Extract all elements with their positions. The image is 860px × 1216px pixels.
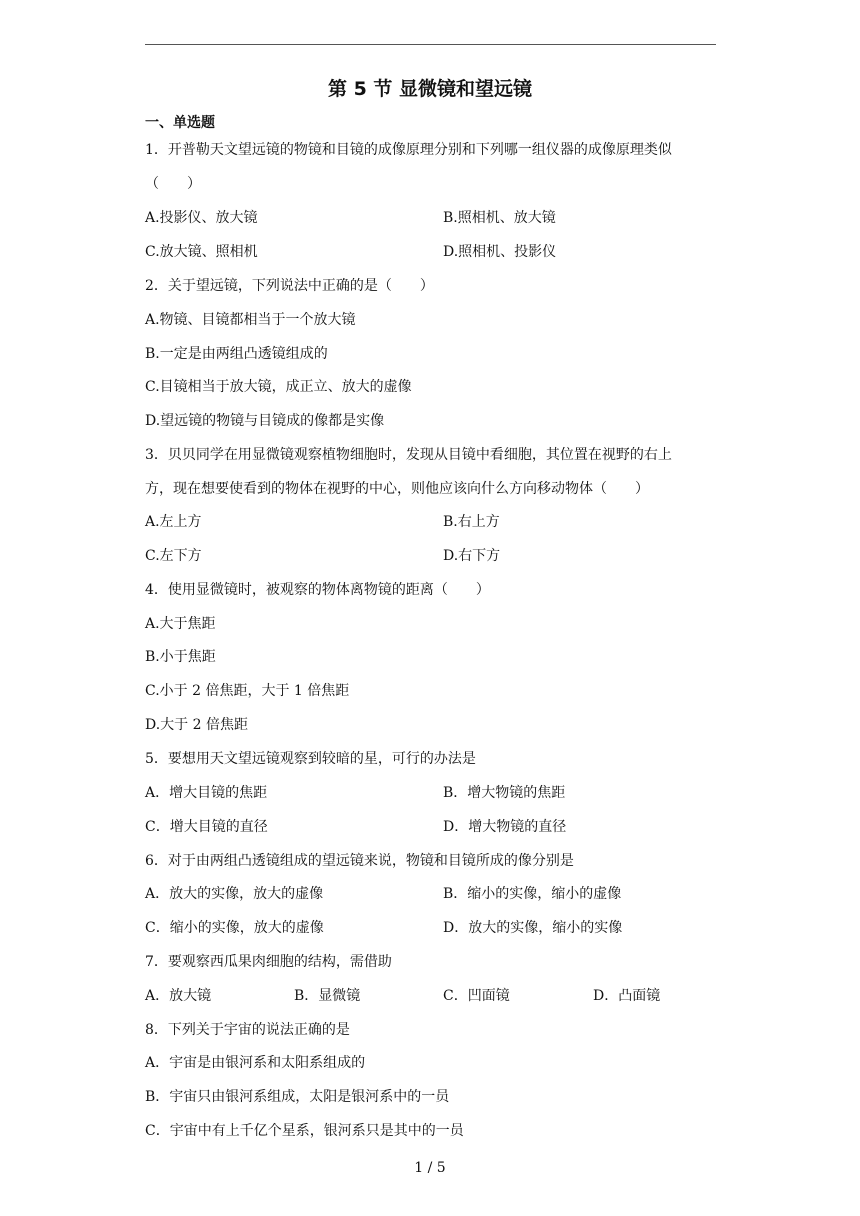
question-6-option-a: A．放大的实像，放大的虚像 — [145, 886, 324, 902]
question-7-stem: 7．要观察西瓜果肉细胞的结构，需借助 — [145, 954, 392, 970]
question-4-option-c: C.小于 2 倍焦距，大于 1 倍焦距 — [145, 683, 350, 699]
question-5-option-d: D．增大物镜的直径 — [443, 819, 567, 835]
question-6-stem: 6．对于由两组凸透镜组成的望远镜来说，物镜和目镜所成的像分别是 — [145, 853, 574, 869]
question-8-option-b: B．宇宙只由银河系组成，太阳是银河系中的一员 — [145, 1089, 450, 1105]
question-6-option-b: B．缩小的实像，缩小的虚像 — [443, 886, 622, 902]
page-number: 1 / 5 — [414, 1160, 446, 1176]
question-7-option-d: D．凸面镜 — [593, 988, 661, 1004]
question-3-option-b: B.右上方 — [443, 514, 500, 530]
question-8-option-a: A．宇宙是由银河系和太阳系组成的 — [145, 1055, 366, 1071]
question-3-stem-cont: 方，现在想要使看到的物体在视野的中心，则他应该向什么方向移动物体（ ） — [145, 481, 649, 497]
question-4-stem: 4．使用显微镜时，被观察的物体离物镜的距离（ ） — [145, 582, 490, 598]
question-5-option-b: B．增大物镜的焦距 — [443, 785, 566, 801]
question-2-option-a: A.物镜、目镜都相当于一个放大镜 — [145, 312, 356, 328]
question-6-option-d: D．放大的实像，缩小的实像 — [443, 920, 623, 936]
question-7-option-b: B．显微镜 — [294, 988, 361, 1004]
question-1-option-a: A.投影仪、放大镜 — [145, 210, 258, 226]
question-8-option-c: C．宇宙中有上千亿个星系，银河系只是其中的一员 — [145, 1123, 464, 1139]
question-1-option-d: D.照相机、投影仪 — [443, 244, 557, 260]
question-2-stem: 2．关于望远镜，下列说法中正确的是（ ） — [145, 278, 434, 294]
page-title: 第 5 节 显微镜和望远镜 — [327, 78, 533, 100]
question-5-option-c: C．增大目镜的直径 — [145, 819, 268, 835]
question-8-stem: 8．下列关于宇宙的说法正确的是 — [145, 1022, 350, 1038]
question-5-stem: 5．要想用天文望远镜观察到较暗的星，可行的办法是 — [145, 751, 476, 767]
question-6-option-c: C．缩小的实像，放大的虚像 — [145, 920, 324, 936]
question-7-option-c: C．凹面镜 — [443, 988, 510, 1004]
question-4-option-d: D.大于 2 倍焦距 — [145, 717, 248, 733]
question-3-stem: 3．贝贝同学在用显微镜观察植物细胞时，发现从目镜中看细胞，其位置在视野的右上 — [145, 447, 672, 463]
question-1-stem: 1．开普勒天文望远镜的物镜和目镜的成像原理分别和下列哪一组仪器的成像原理类似 — [145, 142, 672, 158]
question-4-option-a: A.大于焦距 — [145, 616, 216, 632]
header-rule — [145, 44, 716, 45]
question-2-option-d: D.望远镜的物镜与目镜成的像都是实像 — [145, 413, 385, 429]
question-7-option-a: A．放大镜 — [145, 988, 212, 1004]
question-1-option-b: B.照相机、放大镜 — [443, 210, 556, 226]
question-3-option-d: D.右下方 — [443, 548, 501, 564]
question-3-option-c: C.左下方 — [145, 548, 202, 564]
question-5-option-a: A．增大目镜的焦距 — [145, 785, 268, 801]
section-heading: 一、单选题 — [145, 115, 215, 131]
question-2-option-b: B.一定是由两组凸透镜组成的 — [145, 346, 328, 362]
question-4-option-b: B.小于焦距 — [145, 649, 216, 665]
question-3-option-a: A.左上方 — [145, 514, 202, 530]
question-1-option-c: C.放大镜、照相机 — [145, 244, 258, 260]
question-1-stem-cont: （ ） — [145, 176, 201, 192]
question-2-option-c: C.目镜相当于放大镜，成正立、放大的虚像 — [145, 379, 412, 395]
